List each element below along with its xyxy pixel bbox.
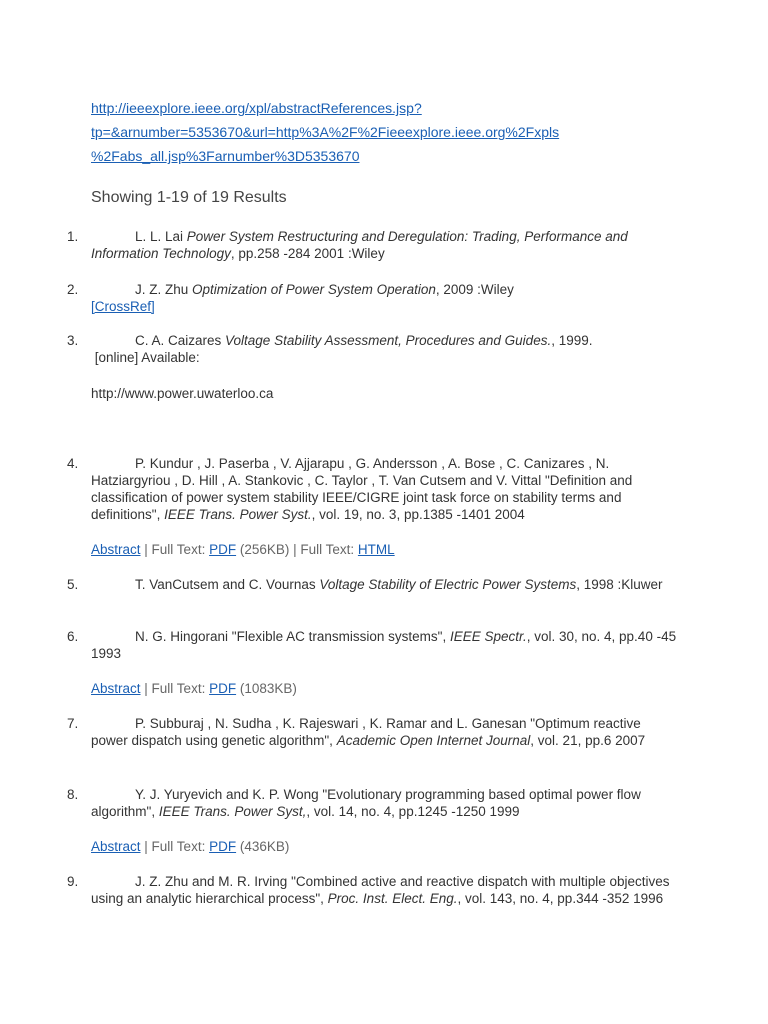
reference-item-6 <box>67 628 681 662</box>
reference-authors: N. G. Hingorani <box>135 629 232 644</box>
reference-details: , 1999. <box>551 333 593 348</box>
reference-title: "Flexible AC transmission systems", <box>231 629 450 644</box>
reference-journal: Academic Open Internet Journal <box>336 733 531 748</box>
reference-item-4 <box>67 455 681 523</box>
reference-details: , vol. 30, no. 4, pp.40 -45 1993 <box>91 629 677 661</box>
reference-journal: IEEE Trans. Power Syst. <box>164 507 312 522</box>
reference-item-8 <box>67 786 681 820</box>
reference-details: , vol. 14, no. 4, pp.1245 -1250 1999 <box>306 804 520 819</box>
reference-details: , 1998 :Kluwer <box>576 577 663 592</box>
reference-authors: J. Z. Zhu <box>135 282 193 297</box>
reference-details: , vol. 21, pp.6 2007 <box>530 733 646 748</box>
reference-title: "Optimum reactive power dispatch using genetic algorithm", <box>91 716 641 748</box>
source-url-line-1[interactable]: http://ieeexplore.ieee.org/xpl/abstractReferences.jsp? <box>91 100 422 116</box>
reference-title: "Evolutionary programming based optimal power flow algorithm", <box>91 787 641 819</box>
reference-item-7 <box>67 715 681 749</box>
reference-number: 2. <box>67 282 79 297</box>
reference-journal: IEEE Spectr. <box>449 629 527 644</box>
reference-4-links: Abstract | Full Text: PDF (256KB) | Full Text: HTML <box>91 542 395 557</box>
reference-item-3 <box>67 332 681 366</box>
reference-title: Voltage Stability Assessment, Procedures and Guides. <box>225 333 552 348</box>
reference-number: 4. <box>67 456 79 471</box>
reference-details: , pp.258 -284 2001 :Wiley <box>230 246 385 261</box>
reference-title: "Definition and classification of power system stability IEEE/CIGRE joint task force on stability terms and definitions", <box>91 473 633 522</box>
reference-authors: C. A. Caizares <box>135 333 226 348</box>
pdf-link[interactable]: PDF <box>209 681 237 696</box>
reference-details: , vol. 143, no. 4, pp.344 -352 1996 <box>457 891 664 906</box>
results-count: Showing 1-19 of 19 Results <box>91 189 287 206</box>
reference-item-1 <box>67 228 681 262</box>
reference-authors: P. Kundur , J. Paserba , V. Ajjarapu , G. Andersson , A. Bose , C. Canizares , N. Hatziargyriou , D. Hill , A. Stankovic , C. Taylor , T. Van Cutsem and V. Vittal <box>91 456 610 488</box>
abstract-link[interactable]: Abstract <box>91 681 141 696</box>
reference-number: 8. <box>67 787 79 802</box>
reference-number: 7. <box>67 716 79 731</box>
reference-authors: J. Z. Zhu and M. R. Irving <box>135 874 292 889</box>
pdf-link[interactable]: PDF <box>209 839 237 854</box>
reference-item-2 <box>67 281 681 315</box>
reference-authors: P. Subburaj , N. Sudha , K. Rajeswari , K. Ramar and L. Ganesan <box>135 716 531 731</box>
abstract-link[interactable]: Abstract <box>91 542 141 557</box>
reference-details: , vol. 19, no. 3, pp.1385 -1401 2004 <box>311 507 525 522</box>
reference-online-label: [online] Available: <box>94 350 200 365</box>
reference-title: "Combined active and reactive dispatch with multiple objectives using an analytic hierarchical process", <box>91 874 670 906</box>
reference-6-links: Abstract | Full Text: PDF (1083KB) <box>91 681 297 696</box>
reference-details: , 2009 :Wiley <box>435 282 514 297</box>
source-url-line-3[interactable]: %2Fabs_all.jsp%3Farnumber%3D5353670 <box>91 148 360 164</box>
reference-title: Voltage Stability of Electric Power Systems <box>319 577 577 592</box>
reference-authors: L. L. Lai <box>135 229 187 244</box>
reference-number: 9. <box>67 874 79 889</box>
reference-8-links: Abstract | Full Text: PDF (436KB) <box>91 839 290 854</box>
reference-number: 6. <box>67 629 79 644</box>
html-link[interactable]: HTML <box>357 542 395 557</box>
pdf-link[interactable]: PDF <box>209 542 237 557</box>
reference-item-9 <box>67 873 681 907</box>
reference-authors: Y. J. Yuryevich and K. P. Wong <box>135 787 323 802</box>
reference-title: Optimization of Power System Operation <box>192 282 436 297</box>
reference-number: 3. <box>67 333 79 348</box>
reference-number: 1. <box>67 229 79 244</box>
reference-journal: Proc. Inst. Elect. Eng. <box>327 891 458 906</box>
reference-authors: T. VanCutsem and C. Vournas <box>135 577 320 592</box>
reference-number: 5. <box>67 577 79 592</box>
reference-title: Power System Restructuring and Deregulation: Trading, Performance and Information Technology <box>91 229 628 261</box>
reference-item-5 <box>67 576 681 593</box>
reference-journal: IEEE Trans. Power Syst, <box>158 804 307 819</box>
abstract-link[interactable]: Abstract <box>91 839 141 854</box>
reference-3-url: http://www.power.uwaterloo.ca <box>91 386 274 401</box>
crossref-link[interactable]: [CrossRef] <box>91 299 155 314</box>
source-url-line-2[interactable]: tp=&arnumber=5353670&url=http%3A%2F%2Fieeexplore.ieee.org%2Fxpls <box>91 124 560 140</box>
